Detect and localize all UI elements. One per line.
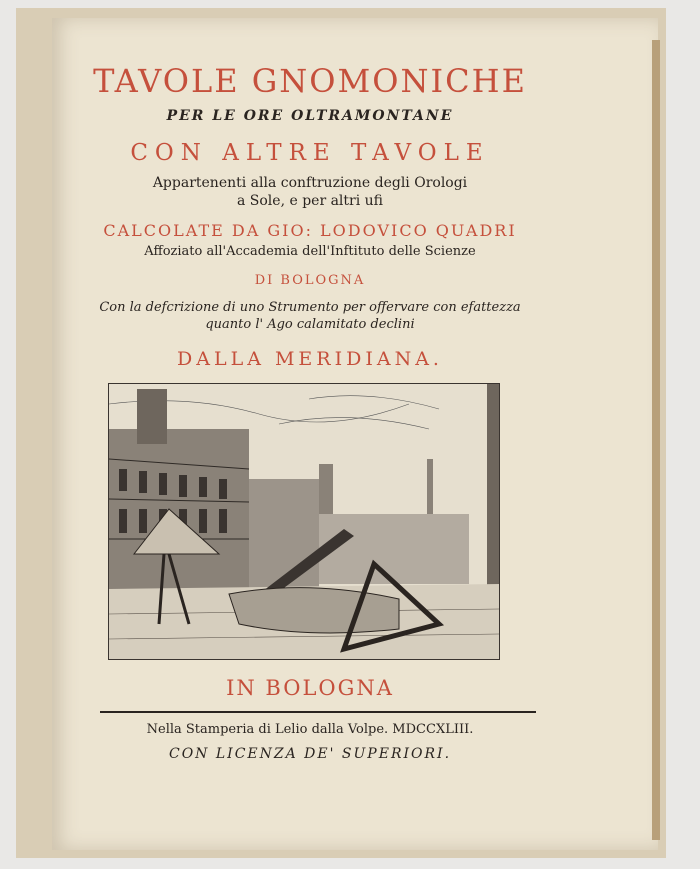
affiliation-line: Affoziato all'Accademia dell'Inftituto delle Scienze xyxy=(144,244,476,259)
author-line: CALCOLATE DA GIO: LODOVICO QUADRI xyxy=(103,221,517,240)
printer-line: Nella Stamperia di Lelio dalla Volpe. MDCCXLIII. xyxy=(146,722,474,737)
book-subtitle: PER LE ORE OLTRAMONTANE xyxy=(166,108,454,124)
appartenenti-line-2: a Sole, e per altri ufi xyxy=(236,193,384,209)
engraving-illustration xyxy=(108,383,500,660)
description-line-1: Con la defcrizione di uno Strumento per offervare con efattezza xyxy=(99,300,521,315)
con-altre-tavole: CON ALTRE TAVOLE xyxy=(130,140,490,166)
license-line: CON LICENZA DE' SUPERIORI. xyxy=(168,746,452,762)
di-bologna: DI BOLOGNA xyxy=(254,273,366,288)
description-line-2: quanto l' Ago calamitato declini xyxy=(205,317,415,332)
book-title: TAVOLE GNOMONICHE xyxy=(93,62,527,100)
piazza-engraving xyxy=(109,384,499,659)
horizontal-rule xyxy=(100,711,536,713)
imprint-place: IN BOLOGNA xyxy=(226,676,394,700)
page-edge xyxy=(652,40,660,840)
dalla-meridiana: DALLA MERIDIANA. xyxy=(177,348,443,370)
appartenenti-line-1: Appartenenti alla conftruzione degli Orologi xyxy=(152,175,468,191)
